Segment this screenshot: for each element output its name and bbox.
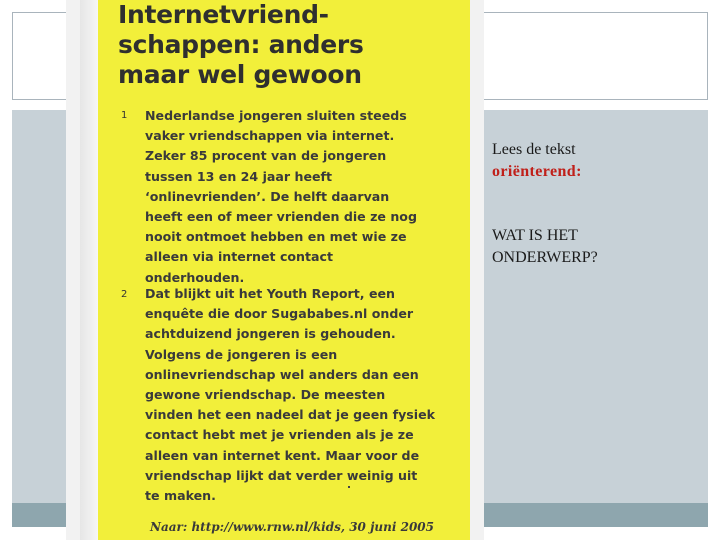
clipping-source: Naar: http://www.rnw.nl/kids, 30 juni 2005 (150, 520, 434, 534)
paragraph-number: 2 (121, 289, 128, 300)
paragraph-line: achtduizend jongeren is gehouden. (145, 326, 396, 342)
paragraph-line: Nederlandse jongeren sluiten steeds (145, 108, 407, 123)
paragraph-line: alleen van internet kent. Maar voor de (145, 447, 420, 463)
paragraph-number: 1 (121, 110, 128, 121)
paragraph-line: onlinevriendschap wel anders dan een (145, 366, 419, 382)
paragraph-line: vinden het een nadeel dat je geen fysiek (145, 407, 436, 423)
paragraph-2 (145, 284, 465, 506)
paragraph-line: alleen via internet contact (145, 249, 334, 265)
paragraph-line: vriendschap lijkt dat verder weinig uit (145, 467, 418, 483)
paragraph-line: Dat blijkt uit het Youth Report, een (145, 286, 396, 301)
clipping-headline (118, 0, 458, 90)
paragraph-line: heeft een of meer vrienden die ze nog (145, 209, 417, 225)
clipping-edge (80, 0, 98, 540)
question-text (492, 225, 598, 269)
print-speck (348, 486, 350, 488)
paragraph-line: enquête die door Sugababes.nl onder (145, 306, 414, 322)
paragraph-line: contact hebt met je vrienden als je ze (145, 427, 414, 443)
paragraph-line: Volgens de jongeren is een (145, 346, 338, 362)
paragraph-line: vaker vriendschappen via internet. (145, 128, 395, 144)
instruction-text (492, 139, 582, 183)
instruction-prefix: Lees de tekst (492, 141, 576, 158)
paragraph-1 (145, 106, 465, 288)
paragraph-line: nooit ontmoet hebben en met wie ze (145, 229, 407, 245)
headline-line: schappen: anders (118, 30, 364, 59)
paragraph-line: ‘onlinevrienden’. De helft daarvan (145, 188, 390, 204)
question-line: WAT IS HET (492, 227, 578, 244)
headline-line: Internetvriend- (118, 0, 329, 29)
paragraph-line: onderhouden. (145, 269, 245, 285)
question-line: ONDERWERP? (492, 249, 598, 266)
paragraph-line: te maken. (145, 488, 216, 504)
instruction-emphasis: oriënterend: (492, 163, 582, 180)
paragraph-line: Zeker 85 procent van de jongeren (145, 148, 387, 164)
paragraph-line: gewone vriendschap. De meesten (145, 387, 386, 403)
headline-line: maar wel gewoon (118, 60, 362, 89)
paragraph-line: tussen 13 en 24 jaar heeft (145, 168, 333, 184)
